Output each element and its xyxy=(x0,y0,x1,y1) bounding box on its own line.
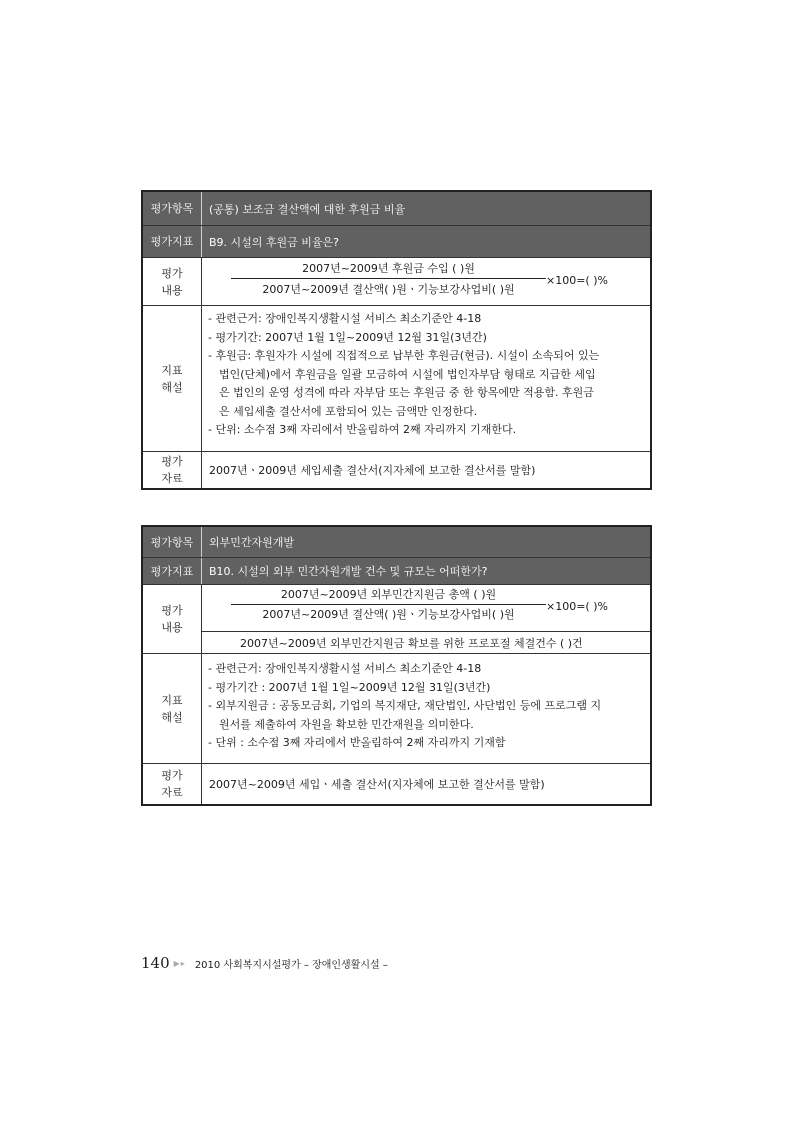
content-label: 평가 내용 xyxy=(143,258,202,305)
arrow-icon: ▶▸ xyxy=(173,958,186,968)
table-row xyxy=(143,305,650,451)
table-row xyxy=(143,257,650,305)
page-number: 140 xyxy=(141,954,170,972)
source-label: 평가 자료 xyxy=(143,764,202,804)
ratio-fraction xyxy=(231,588,546,622)
footer-title: 2010 사회복지시설평가 – 장애인생활시설 – xyxy=(194,959,388,971)
evaluation-table-b10 xyxy=(141,525,652,806)
note-line: 법인(단체)에서 후원금을 일괄 모금하여 시설에 법인자부담 형태로 지급한 세입 xyxy=(219,367,596,381)
denominator-text: 2007년~2009년 결산액( )원ㆍ기능보강사업비( )원 xyxy=(262,283,515,296)
source-label: 평가 자료 xyxy=(143,452,202,488)
denominator-text: 2007년~2009년 결산액( )원ㆍ기능보강사업비( )원 xyxy=(262,608,515,621)
note-line: 은 법인의 운영 성격에 따라 자부담 또는 후원금 중 한 항목에만 적용함. 후원금 xyxy=(219,386,594,399)
table-row xyxy=(143,584,650,653)
table-row xyxy=(143,527,650,557)
notes-label: 지표 해설 xyxy=(143,306,202,451)
table-row xyxy=(143,192,650,225)
note-line: - 관련근거: 장애인복지생활시설 서비스 최소기준안 4-18 xyxy=(208,312,482,325)
content-formula xyxy=(202,258,650,305)
multiplier-text: ×100=( )% xyxy=(546,274,608,287)
content-divider xyxy=(202,631,650,632)
indicator-label: 평가지표 xyxy=(143,558,202,584)
source-value: 2007년~2009년 세입ㆍ세출 결산서(지자체에 보고한 결산서를 말함) xyxy=(209,778,545,791)
note-line: - 관련근거: 장애인복지생활시설 서비스 최소기준안 4-18 xyxy=(208,662,482,675)
note-line: - 평가기간 : 2007년 1월 1일~2009년 12월 31일(3년간) xyxy=(208,680,491,694)
proposal-count-text: 2007년~2009년 외부민간지원금 확보를 위한 프로포절 체결건수 ( )건 xyxy=(240,637,583,650)
header-value: 외부민간자원개발 xyxy=(209,536,295,549)
header-label: 평가항목 xyxy=(143,192,202,225)
numerator-text: 2007년~2009년 후원금 수입 ( )원 xyxy=(231,262,546,279)
note-line: 원서를 제출하여 자원을 확보한 민간재원을 의미한다. xyxy=(219,717,474,731)
note-line: - 후원금: 후원자가 시설에 직접적으로 납부한 후원금(현금). 시설이 소속되어 있는 xyxy=(208,349,600,362)
table-row xyxy=(143,763,650,804)
page-footer xyxy=(141,954,388,972)
source-value: 2007년ㆍ2009년 세입세출 결산서(지자체에 보고한 결산서를 말함) xyxy=(209,464,536,477)
content-formula xyxy=(202,585,650,653)
table-row xyxy=(143,557,650,584)
notes-label: 지표 해설 xyxy=(143,654,202,763)
content-label: 평가 내용 xyxy=(143,585,202,653)
evaluation-table-b9 xyxy=(141,190,652,490)
ratio-fraction xyxy=(231,262,546,297)
indicator-value: B10. 시설의 외부 민간자원개발 건수 및 규모는 어떠한가? xyxy=(209,565,488,578)
header-label: 평가항목 xyxy=(143,527,202,557)
header-value: (공통) 보조금 결산액에 대한 후원금 비율 xyxy=(209,202,406,216)
table-row xyxy=(143,451,650,488)
note-line: 은 세입세출 결산서에 포함되어 있는 금액만 인정한다. xyxy=(219,404,478,418)
table-row xyxy=(143,225,650,257)
notes-list xyxy=(202,654,650,763)
indicator-label: 평가지표 xyxy=(143,226,202,257)
multiplier-text: ×100=( )% xyxy=(546,600,608,613)
indicator-value: B9. 시설의 후원금 비율은? xyxy=(209,235,340,249)
notes-list xyxy=(202,306,650,451)
note-line: - 단위 : 소수점 3째 자리에서 반올림하여 2째 자리까지 기재함 xyxy=(208,736,506,749)
table-row xyxy=(143,653,650,763)
numerator-text: 2007년~2009년 외부민간지원금 총액 ( )원 xyxy=(231,588,546,605)
note-line: - 외부지원금 : 공동모금회, 기업의 복지재단, 재단법인, 사단법인 등에 프로그램 지 xyxy=(208,699,602,712)
note-line: - 평가기간: 2007년 1월 1일~2009년 12월 31일(3년간) xyxy=(208,330,487,344)
note-line: - 단위: 소수점 3째 자리에서 반올림하여 2째 자리까지 기재한다. xyxy=(208,423,517,436)
